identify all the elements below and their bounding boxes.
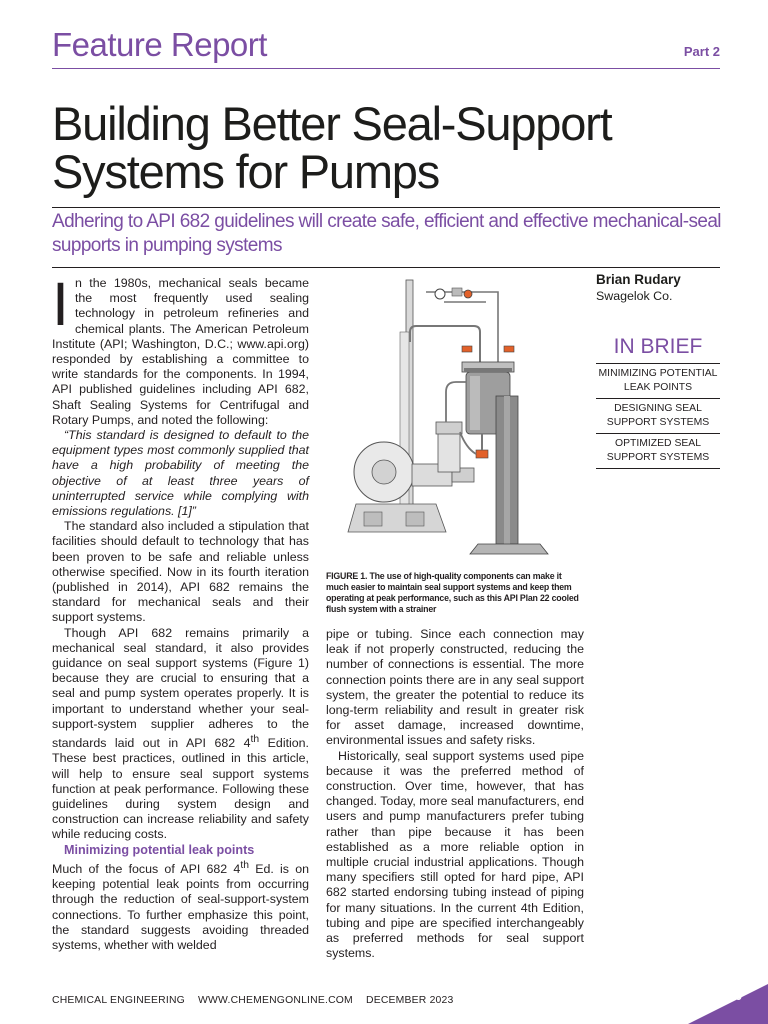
text-column-1 [52, 270, 310, 953]
footer-issue: DECEMBER 2023 [366, 995, 454, 1006]
drop-cap: I [52, 270, 69, 338]
article-headline [52, 97, 732, 198]
headline-divider [52, 207, 720, 208]
paragraph-6: Historically, seal support systems used pipe because it was the preferred method of construction. Over time, however, that has changed. Today, more seal manufacturers, end users and pump manufacturers prefer tubing rather than pipe because it has been established as a more reliable option in multiple crucial industrial applications. Though many specifiers still opted for hard pipe, API 682 started endorsing tubing instead of piping for many situations. In the current 4th Edition, tubing and pipe are specified interchangeably as preferred methods for seal support systems. [326, 748, 584, 961]
author-company: Swagelok Co. [596, 289, 673, 303]
headline-line-1: Building Better Seal-Support [52, 97, 612, 150]
article-deck: Adhering to API 682 guidelines will create safe, efficient and effective mechanical-seal supports in pumping systems [52, 211, 721, 256]
page-footer [52, 995, 464, 1006]
deck-divider [52, 267, 720, 268]
figure-label: FIGURE 1. [326, 571, 368, 581]
figure-1-illustration [326, 272, 584, 564]
seal-support-system-drawing [326, 272, 584, 564]
footer-website: WWW.CHEMENGONLINE.COM [198, 995, 353, 1006]
page-number: 29 [728, 989, 742, 1003]
header-divider [52, 68, 720, 69]
paragraph-3: Though API 682 remains primarily a mechanical seal standard, it also provides guidance on seal support systems (Figure 1) because they are crucial to ensuring that a seal and pump system operates properly. It is important to understand whether your seal-support-system supplier adheres to the standards laid out in API 682 4th Edition. These best practices, outlined in this article, will help to ensure seal support systems function at peak performance. Following these guidelines during system design and construction can increase reliability and safety while reducing costs. [52, 625, 310, 842]
footer-magazine: CHEMICAL ENGINEERING [52, 995, 185, 1006]
figure-caption [326, 571, 584, 615]
paragraph-5: pipe or tubing. Since each connection may leak if not properly constructed, reducing the number of connections is essential. The more connection points there are in any seal support system, the greater the potential to reduce its long-term reliability and result in greater risk for asset damage, increased downtime, environmental issues and safety risks. [326, 627, 584, 748]
paragraph-1: In the 1980s, mechanical seals became the most frequently used sealing technology in petroleum refineries and chemical plants. The American Petroleum Institute (API; Washington, D.C.; www.api.org) responded by establishing a committee to write standards for the components. In 1994, API published guidelines including API 682, Shaft Sealing Systems for Centrifugal and Rotary Pumps, and noted the following: [52, 270, 309, 427]
section-title: Feature Report [52, 26, 267, 63]
text-column-2 [326, 627, 584, 961]
quote-paragraph: “This standard is designed to default to the equipment types most commonly supplied that have a high probability of meeting the objective of at least three years of uninterrupted service while complying with emissions regulations. [1]” [52, 428, 309, 519]
paragraph-2: The standard also included a stipulation that facilities should default to technology that has been proven to be safe and reliable unless otherwise specified. Now in its fourth iteration (published in 2014), API 682 remains the standard for mechanical seals and their support systems. [52, 519, 309, 625]
headline-line-2: Systems for Pumps [52, 145, 440, 198]
part-label: Part 2 [683, 44, 720, 59]
figure-caption-text: The use of high-quality components can make it much easier to maintain seal support systems and keep them operating at peak performance, such as this API Plan 22 cooled flush system with a strainer [326, 571, 579, 614]
paragraph-4: Much of the focus of API 682 4th Ed. is on keeping potential leak points from occurring through the reduction of seal-support-system connections. To further emphasize this point, the standard suggests avoiding threaded systems, whether with welded [52, 859, 309, 952]
in-brief-title: IN BRIEF [596, 335, 720, 364]
in-brief-item: OPTIMIZED SEAL SUPPORT SYSTEMS [596, 434, 720, 469]
in-brief-item: MINIMIZING POTENTIAL LEAK POINTS [596, 364, 720, 399]
subhead-leak-points: Minimizing potential leak points [64, 842, 255, 857]
in-brief-item: DESIGNING SEAL SUPPORT SYSTEMS [596, 399, 720, 434]
in-brief-box [596, 335, 720, 469]
author-name: Brian Rudary [596, 272, 681, 287]
